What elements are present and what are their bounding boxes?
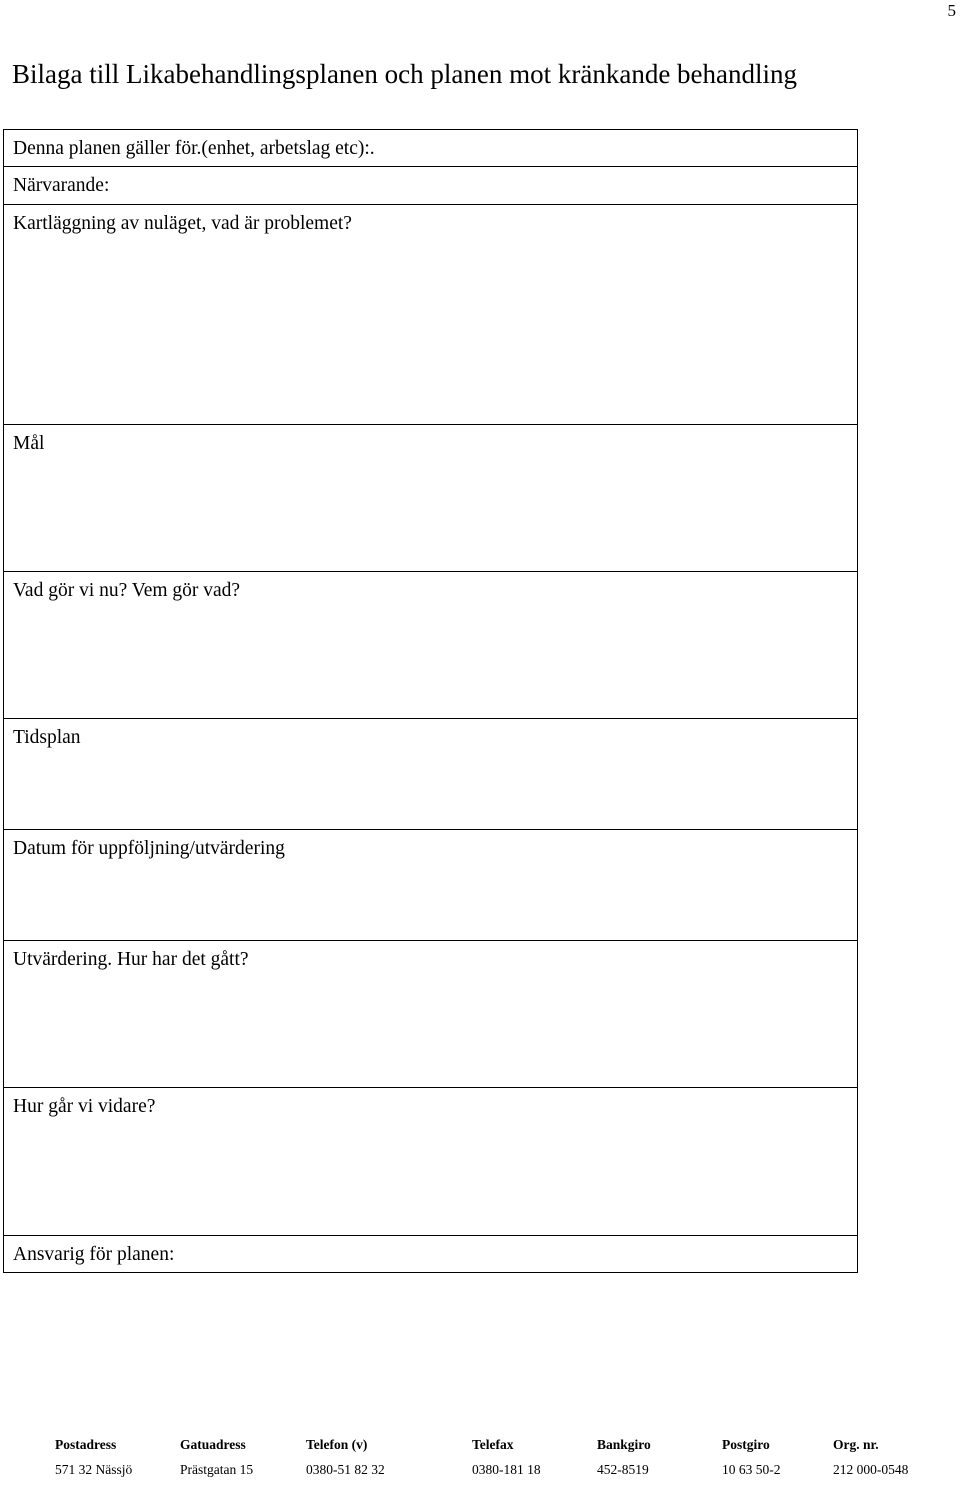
- footer-header-row: [0, 1436, 960, 1461]
- footer-value-phone: 0380-51 82 32: [306, 1462, 385, 1477]
- form-label-followup-date: Datum för uppföljning/utvärdering: [13, 838, 285, 859]
- page-number: 5: [947, 1, 956, 20]
- footer-value-fax: 0380-181 18: [472, 1462, 541, 1477]
- form-label-evaluation: Utvärdering. Hur har det gått?: [13, 949, 249, 970]
- footer-value-bankgiro: 452-8519: [597, 1462, 649, 1477]
- form-field-schedule[interactable]: [4, 719, 858, 830]
- form-label-goal: Mål: [13, 433, 45, 454]
- form-field-attendees[interactable]: [4, 167, 858, 205]
- contact-footer: [0, 1436, 960, 1486]
- form-label-current-state: Kartläggning av nuläget, vad är problemet?: [13, 213, 352, 234]
- footer-value-org-number: 212 000-0548: [833, 1462, 909, 1477]
- footer-header-postgiro: Postgiro: [722, 1437, 770, 1452]
- form-label-attendees: Närvarande:: [13, 175, 110, 196]
- form-label-schedule: Tidsplan: [13, 727, 81, 748]
- footer-header-postal-address: Postadress: [55, 1437, 117, 1452]
- form-label-responsible: Ansvarig för planen:: [13, 1244, 175, 1265]
- form-row-responsible: [4, 1236, 858, 1273]
- form-field-actions[interactable]: [4, 572, 858, 719]
- form-field-responsible[interactable]: [4, 1236, 858, 1273]
- footer-header-street-address: Gatuadress: [180, 1437, 246, 1452]
- form-row-attendees: [4, 167, 858, 205]
- footer-value-postgiro: 10 63 50-2: [722, 1462, 781, 1477]
- form-field-current-state[interactable]: [4, 205, 858, 425]
- footer-value-postal-address: 571 32 Nässjö: [55, 1462, 133, 1477]
- form-row-next-steps: [4, 1088, 858, 1236]
- footer-value-row: [0, 1461, 960, 1486]
- form-row-actions: [4, 572, 858, 719]
- footer-header-fax: Telefax: [472, 1437, 514, 1452]
- form-row-current-state: [4, 205, 858, 425]
- footer-header-org-number: Org. nr.: [833, 1437, 879, 1452]
- form-field-goal[interactable]: [4, 425, 858, 572]
- form-field-scope[interactable]: [4, 130, 858, 167]
- form-row-scope: [4, 130, 858, 167]
- plan-form-table: [3, 129, 858, 1273]
- form-field-followup-date[interactable]: [4, 830, 858, 941]
- footer-header-bankgiro: Bankgiro: [597, 1437, 651, 1452]
- form-label-actions: Vad gör vi nu? Vem gör vad?: [13, 580, 241, 601]
- form-row-schedule: [4, 719, 858, 830]
- document-title: Bilaga till Likabehandlingsplanen och planen mot kränkande behandling: [12, 59, 798, 89]
- form-field-evaluation[interactable]: [4, 941, 858, 1088]
- form-field-next-steps[interactable]: [4, 1088, 858, 1236]
- footer-value-street-address: Prästgatan 15: [180, 1462, 254, 1477]
- form-row-followup-date: [4, 830, 858, 941]
- form-label-scope: Denna planen gäller för.(enhet, arbetslag etc):.: [13, 138, 375, 159]
- footer-header-phone: Telefon (v): [306, 1437, 368, 1452]
- form-row-goal: [4, 425, 858, 572]
- form-row-evaluation: [4, 941, 858, 1088]
- form-label-next-steps: Hur går vi vidare?: [13, 1096, 156, 1117]
